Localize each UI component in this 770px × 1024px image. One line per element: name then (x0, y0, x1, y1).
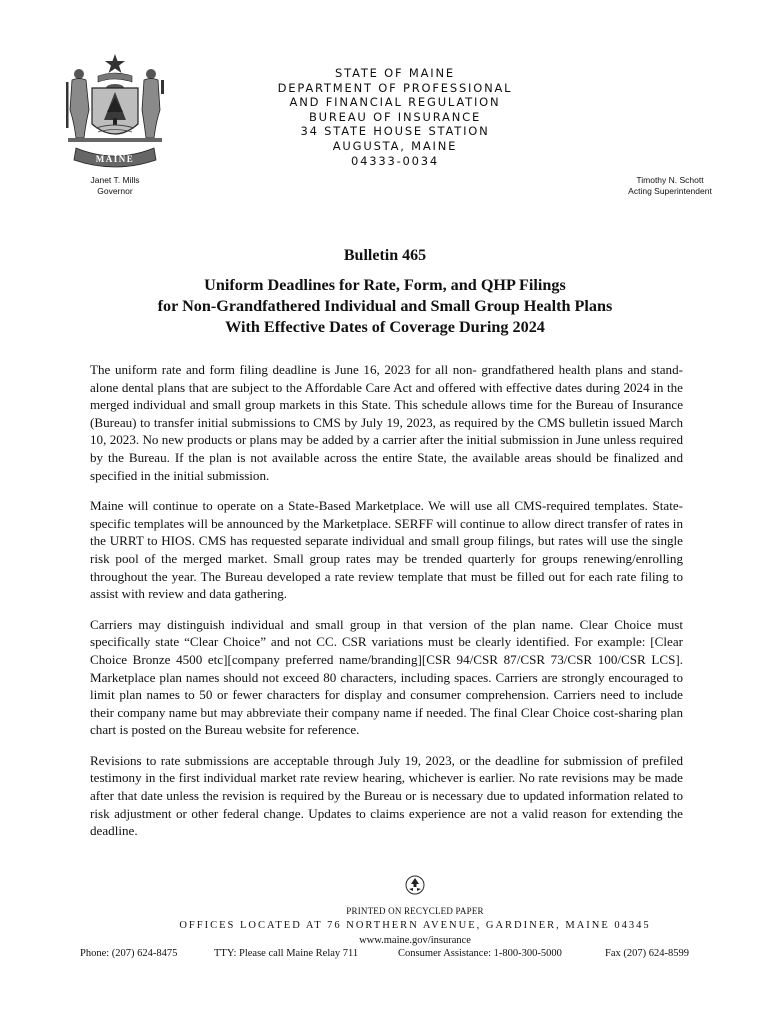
agency-line: AUGUSTA, MAINE (332, 138, 458, 153)
superintendent-name: Timothy N. Schott (636, 175, 704, 185)
body-paragraph: The uniform rate and form filing deadline is June 16, 2023 for all non- grandfathered health plans and stand-alone dental plans that are subject to the Affordable Care Act and offered with effective dates during 2024 in the merged individual and small group markets in this State. This schedule allows time for the Bureau of Insurance (Bureau) to transfer initial submissions to CMS by July 19, 2023, as required by the CMS bulletin issued March 10, 2023. No new products or plans may be added by a carrier after the initial submission in June unless required by the Bureau. If the plan is not available across the entire State, the available areas should be finalized and specified in the initial submission. (90, 362, 683, 483)
consumer-assistance: Consumer Assistance: 1-800-300-5000 (398, 948, 562, 959)
subject-line: Uniform Deadlines for Rate, Form, and QHP Filings (204, 276, 566, 294)
body-paragraph: Maine will continue to operate on a State-Based Marketplace. We will use all CMS-required templates. State-specific templates will be announced by the Marketplace. SERFF will continue to allow direct transfer of rates in the URRT to HIOS. CMS has requested separate individual and small group filings, but rates will use the single risk pool of the merged market. Small group rates may be trended quarterly for groups renewing/enrolling throughout the year. The Bureau developed a rate review template that must be filled out for each rate filing to assist with review and data gathering. (90, 498, 683, 602)
agency-address-block (255, 66, 535, 168)
subject-line: With Effective Dates of Coverage During 2024 (225, 318, 545, 336)
superintendent-title: Acting Superintendent (628, 186, 712, 196)
agency-line: AND FINANCIAL REGULATION (289, 95, 501, 110)
agency-line: STATE OF MAINE (335, 66, 455, 80)
recycle-icon (405, 875, 425, 895)
agency-line: DEPARTMENT OF PROFESSIONAL (277, 80, 513, 95)
agency-line: 04333-0034 (351, 153, 439, 168)
bulletin-subject (60, 275, 710, 338)
governor-name: Janet T. Mills (90, 175, 140, 185)
fax-number: Fax (207) 624-8599 (605, 948, 689, 959)
recycled-paper-note: PRINTED ON RECYCLED PAPER (346, 906, 484, 916)
governor-block (70, 175, 160, 197)
office-address: OFFICES LOCATED AT 76 NORTHERN AVENUE, GARDINER, MAINE 04345 (179, 920, 651, 931)
tty-info: TTY: Please call Maine Relay 711 (214, 948, 359, 959)
agency-line: BUREAU OF INSURANCE (308, 109, 482, 124)
maine-state-seal-icon (62, 52, 168, 170)
bulletin-title: Bulletin 465 (343, 247, 427, 264)
bulletin-body (90, 361, 683, 853)
seal-banner-text: MAINE (95, 154, 135, 164)
subject-line: for Non-Grandfathered Individual and Small Group Health Plans (157, 297, 613, 315)
governor-title: Governor (97, 186, 133, 196)
website-link[interactable]: www.maine.gov/insurance (359, 935, 471, 946)
agency-line: 34 STATE HOUSE STATION (300, 124, 490, 139)
body-paragraph: Carriers may distinguish individual and small group in that version of the plan name. Clear Choice must specifically state “Clear Choice” and not CC. CSR variations must be clearly identified. For example: [Clear Choice Bronze 4500 etc][company preferred name/branding][CSR 94/CSR 87/CSR 73/CSR 100/CSR LCS]. Marketplace plan names should not exceed 80 characters, including spaces. Carriers are strongly encouraged to limit plan names to 50 or fewer characters for display and consumer comprehension. Carriers need to include their company name but may abbreviate their company name if needed. The final Clear Choice cost-sharing plan chart is posted on the Bureau website for reference. (90, 616, 683, 738)
superintendent-block (605, 175, 735, 197)
body-paragraph: Revisions to rate submissions are acceptable through July 19, 2023, or the deadline for submission of prefiled testimony in the first individual market rate review hearing, whichever is earlier. No rate revisions may be made after that date unless the revision is required by the Bureau or is necessary due to updated information related to risk adjustment or other federal change. Updates to claims experience are not a valid reason for extending the deadline. (90, 752, 683, 839)
phone-number: Phone: (207) 624-8475 (80, 948, 178, 959)
